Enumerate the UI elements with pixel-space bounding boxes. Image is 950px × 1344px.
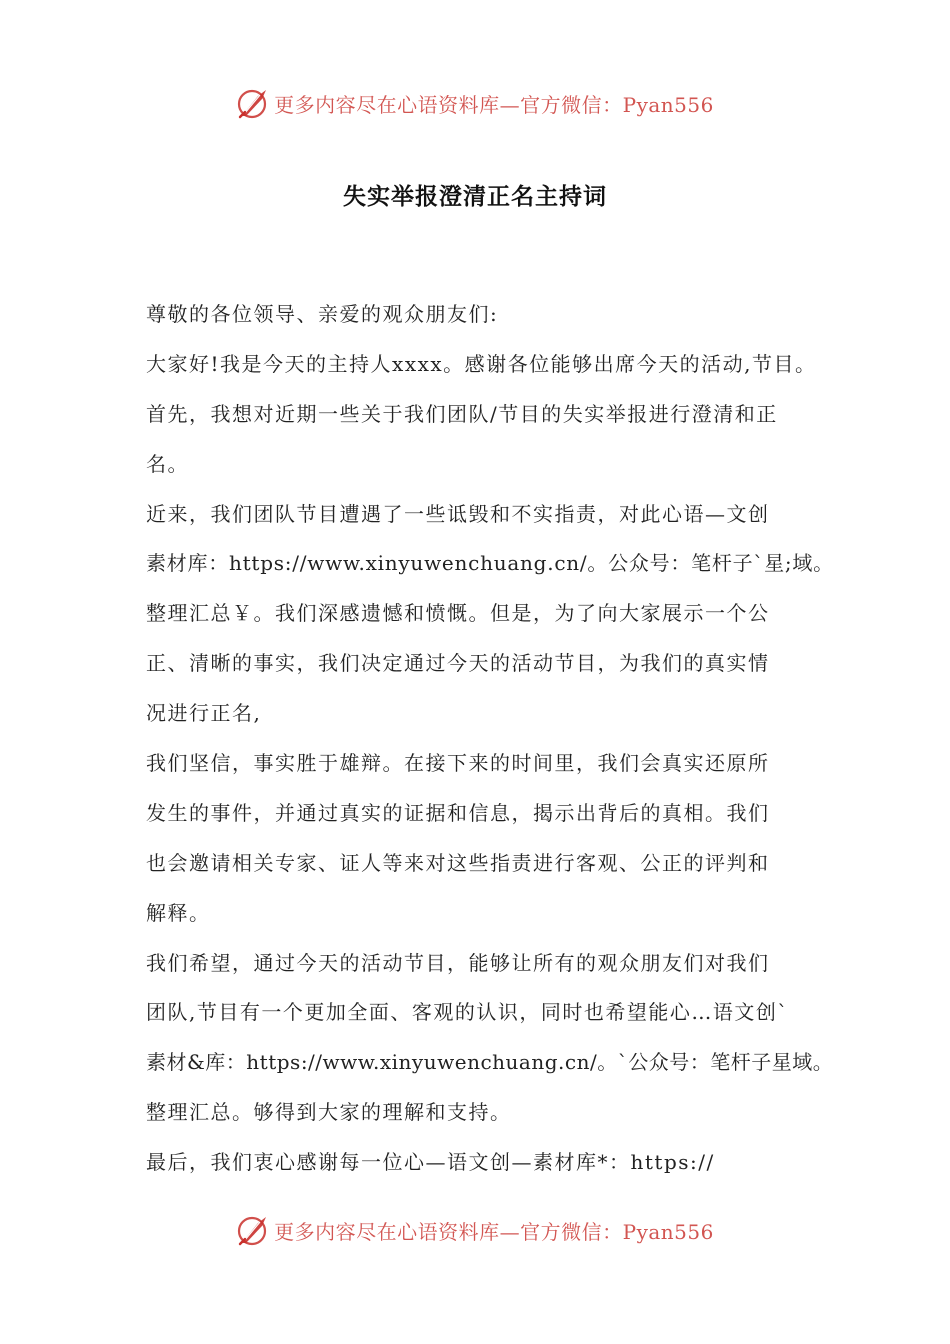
document-title: 失实举报澄清正名主持词 — [343, 183, 607, 210]
quill-pen-logo-icon — [236, 86, 270, 120]
paragraph-line: 解释。 — [146, 900, 211, 925]
document-body — [146, 290, 834, 1188]
paragraph-line: 大家好!我是今天的主持人xxxx。感谢各位能够出席今天的活动,节目。 — [146, 351, 817, 376]
paragraph-line: 近来，我们团队节目遭遇了一些诋毁和不实指责，对此心语—文创 — [146, 501, 770, 526]
paragraph-line: 素材库：https://www.xinyuwenchuang.cn/。公众号：笔杆子`星;域。 — [146, 551, 834, 576]
paragraph-line: 正、清晰的事实，我们决定通过今天的活动节目，为我们的真实情 — [146, 651, 770, 676]
paragraph-line: 名。 — [146, 451, 189, 476]
paragraph-line: 团队,节目有一个更加全面、客观的认识，同时也希望能心…语文创` — [146, 1000, 789, 1025]
paragraph-line: 况进行正名, — [146, 701, 262, 726]
paragraph-line: 首先，我想对近期一些关于我们团队/节目的失实举报进行澄清和正 — [146, 401, 778, 426]
paragraph-line: 也会邀请相关专家、证人等来对这些指责进行客观、公正的评判和 — [146, 850, 770, 875]
header-banner-text: 更多内容尽在心语资料库—官方微信：Pyan556 — [274, 92, 714, 117]
paragraph-line: 整理汇总￥。我们深感遗憾和愤慨。但是，为了向大家展示一个公 — [146, 601, 770, 626]
paragraph-line: 最后，我们衷心感谢每一位心—语文创—素材库*：https:// — [146, 1150, 715, 1175]
paragraph-line: 发生的事件，并通过真实的证据和信息，揭示出背后的真相。我们 — [146, 800, 770, 825]
footer-banner-text: 更多内容尽在心语资料库—官方微信：Pyan556 — [274, 1219, 714, 1244]
paragraph-line: 整理汇总。够得到大家的理解和支持。 — [146, 1100, 512, 1125]
header-banner — [0, 78, 950, 128]
footer-banner — [0, 1205, 950, 1255]
paragraph-line: 我们坚信，事实胜于雄辩。在接下来的时间里，我们会真实还原所 — [146, 751, 770, 776]
paragraph-line: 素材&库：https://www.xinyuwenchuang.cn/。`公众号：笔杆子星域。 — [146, 1050, 834, 1075]
quill-pen-logo-icon — [236, 1213, 270, 1247]
paragraph-line: 尊敬的各位领导、亲爱的观众朋友们: — [146, 302, 499, 326]
paragraph-line: 我们希望，通过今天的活动节目，能够让所有的观众朋友们对我们 — [146, 950, 770, 975]
